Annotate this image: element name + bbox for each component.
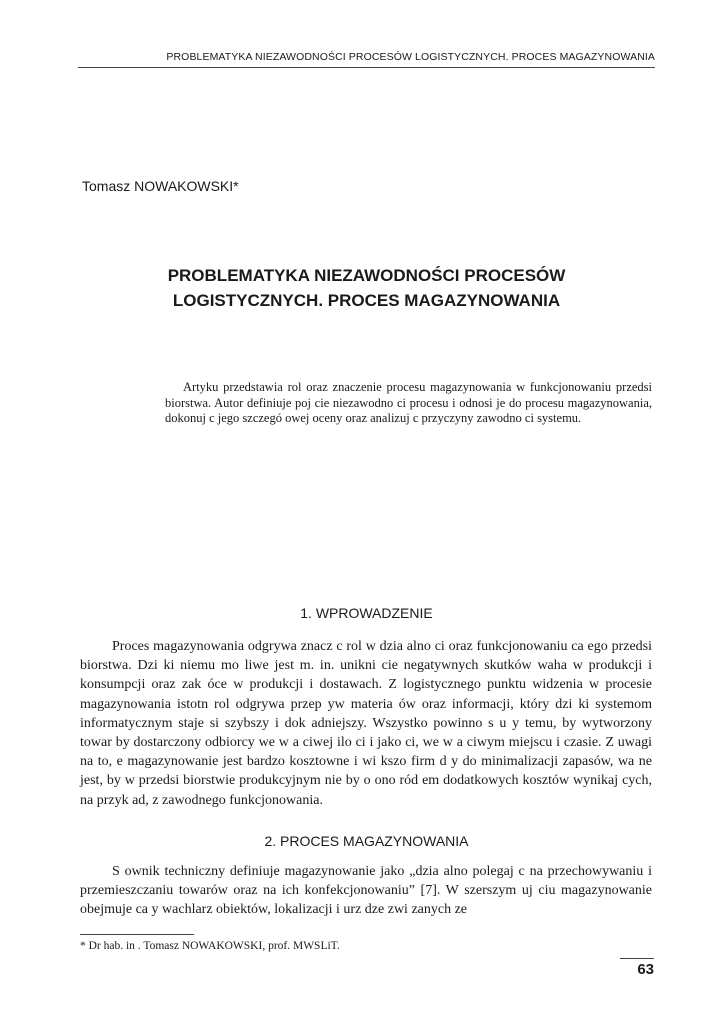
title-line-1: PROBLEMATYKA NIEZAWODNOŚCI PROCESÓW (167, 266, 566, 285)
author-name: Tomasz NOWAKOWSKI* (82, 178, 239, 194)
title-line-2: LOGISTYCZNYCH. PROCES MAGAZYNOWANIA (172, 291, 561, 310)
header-rule (78, 67, 655, 68)
section-2-paragraph: S ownik techniczny definiuje magazynowanie jako „dzia alno polegaj c na przechowywaniu i przemieszczaniu towarów oraz na ich konfekcjonowaniu” [7]. W szerszym uj ciu magazynowanie obejmuje ca y wachlarz obiektów, lokalizacji i urz dze zwi zanych ze (80, 864, 652, 918)
section-heading-2: 2. PROCES MAGAZYNOWANIA (264, 833, 469, 849)
page-number: 63 (637, 961, 654, 978)
footnote-rule (80, 934, 194, 935)
running-header: PROBLEMATYKA NIEZAWODNOŚCI PROCESÓW LOGISTYCZNYCH. PROCES MAGAZYNOWANIA (166, 51, 655, 63)
footnote: * Dr hab. in . Tomasz NOWAKOWSKI, prof. MWSLiT. (80, 940, 340, 952)
abstract: Artyku przedstawia rol oraz znaczenie procesu magazynowania w funkcjonowaniu przedsi biorstwa. Autor definiuje poj cie niezawodno ci procesu i odnosi je do procesu magazynowania, dokonuj c jego szczegó owej oceny oraz analizuj c przyczyny zawodno ci systemu. (165, 380, 652, 425)
page-number-rule (620, 958, 654, 959)
article-title (78, 263, 655, 313)
section-1-paragraph: Proces magazynowania odgrywa znacz c rol w dzia alno ci oraz funkcjonowaniu ca ego przedsi biorstwa. Dzi ki niemu mo liwe jest m. in. unikni cie negatywnych skutków waha w produkcji i konsumpcji oraz zak óce w produkcji i dostawach. Z logistycznego punktu widzenia w procesie magazynowania istotn rol odgrywa przep yw materia ów oraz informacji, który dzi ki systemom informatycznym staje si szybszy i dok adniejszy. Wszystko powinno s u y temu, by wytworzony towar by dostarczony odbiorcy we w a ciwej ilo ci i jako ci, we w a ciwym miejscu i czasie. Z uwagi na to, e magazynowanie jest bardzo kosztowne i wi kszo firm d y do minimalizacji zapasów, wa ne jest, by w przedsi biorstwie produkcyjnym nie by o ono ród em dodatkowych kosztów wynikaj cych, na przyk ad, z zawodnego funkcjonowania. (80, 639, 652, 808)
section-heading-1: 1. WPROWADZENIE (300, 605, 433, 621)
